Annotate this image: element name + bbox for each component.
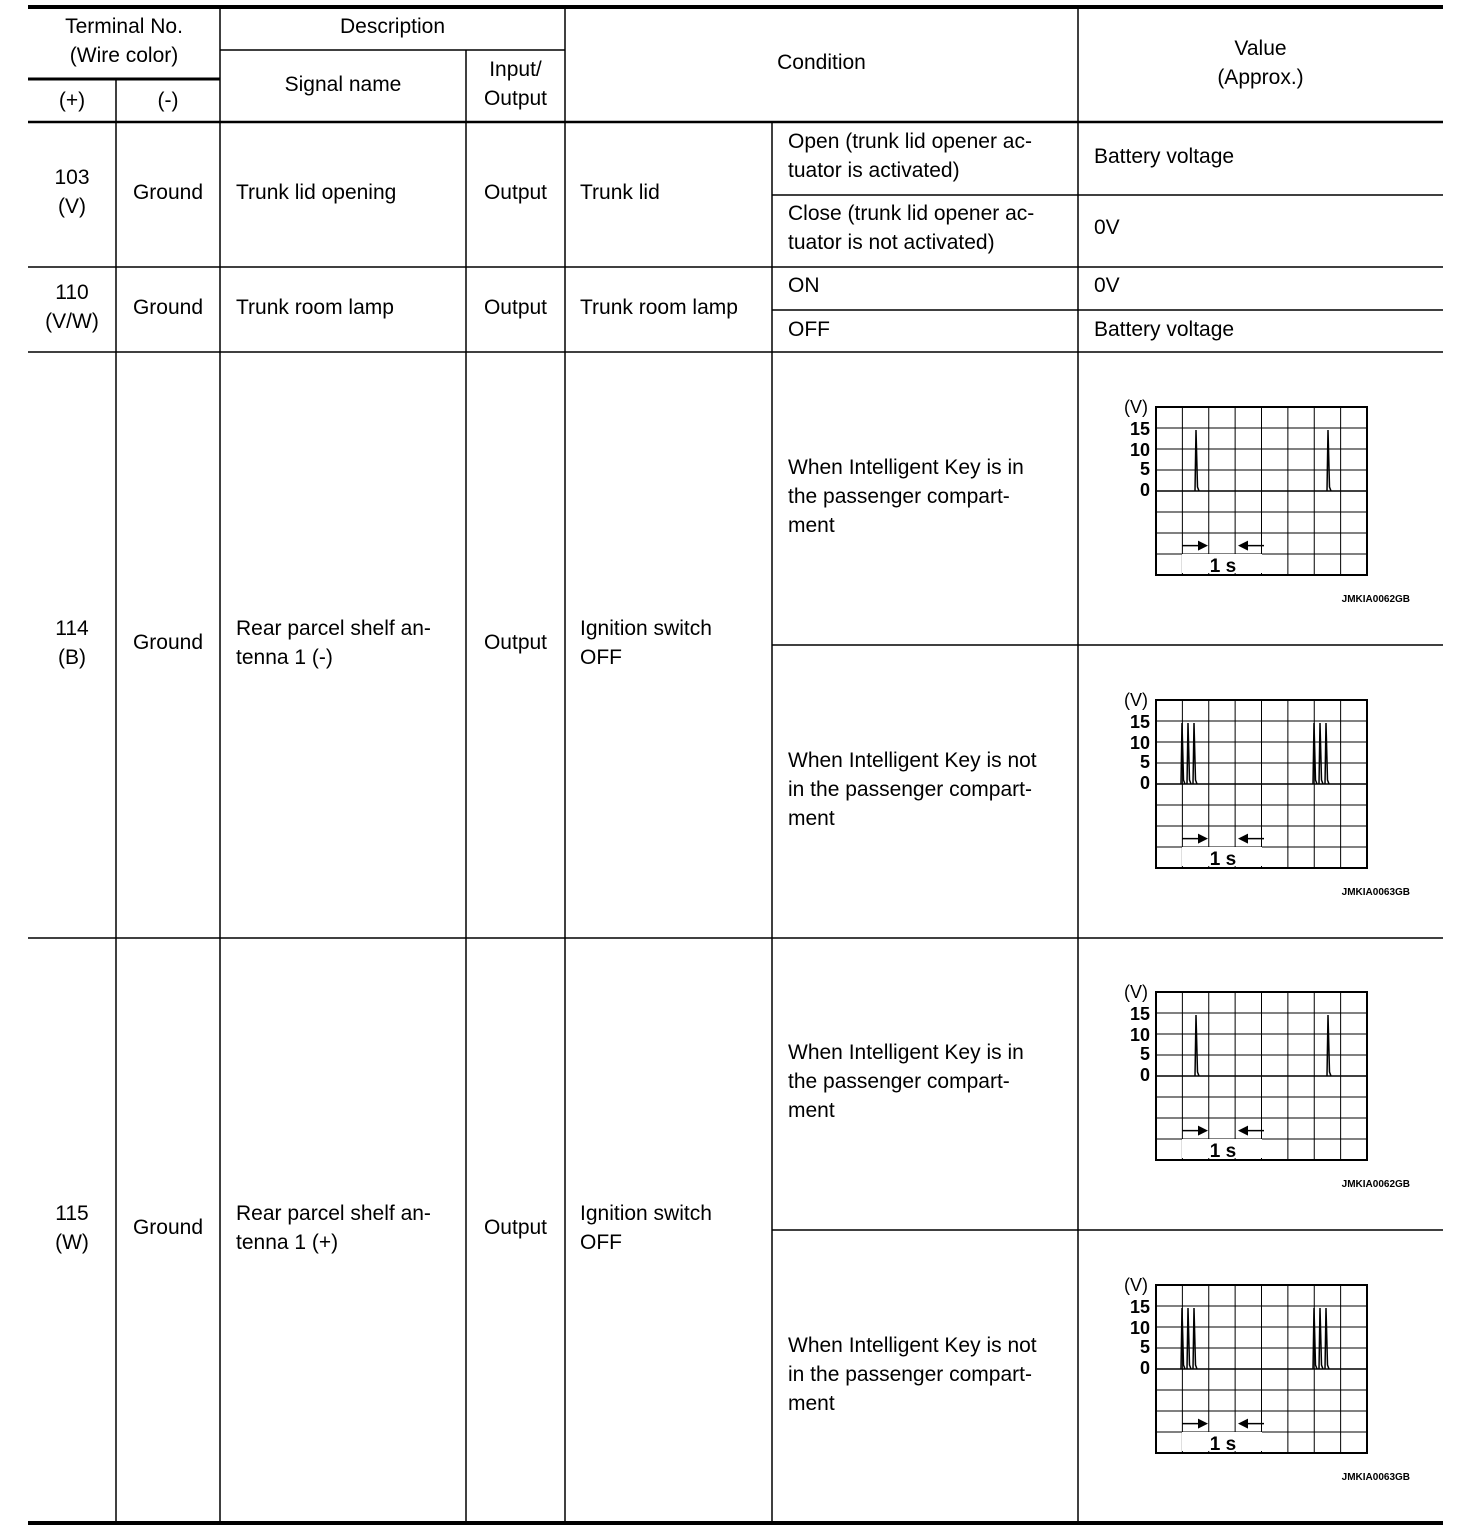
axis-tick-label: 5 [1139,1337,1150,1357]
header-minus: (-) [157,89,179,112]
waveform-pulse [1195,1015,1199,1076]
condition-line: ment [788,1099,835,1122]
time-arrow-head [1238,834,1248,844]
wire-color: (V) [58,195,86,218]
waveform-pulse [1193,723,1197,784]
waveform-pulse [1325,723,1329,784]
signal-name [236,614,431,672]
wire-color: (V/W) [45,310,99,333]
waveform-pulse [1319,723,1323,784]
condition-line: Open (trunk lid opener ac- [788,130,1032,153]
waveform-pulse [1187,723,1191,784]
header-io-line1: Input/ [489,58,542,81]
time-scale-label: 1 s [1209,1434,1237,1455]
condition-line: Ignition switch [580,1202,712,1225]
axis-tick-label: 10 [1129,440,1150,460]
axis-tick-label: 15 [1129,1297,1150,1317]
header-input-output [466,55,565,113]
waveform-pulse [1327,1015,1331,1076]
waveform-pulse [1193,1308,1197,1369]
time-arrow-head [1198,834,1208,844]
time-arrow-head [1198,541,1208,551]
time-arrow-head [1238,1419,1248,1429]
terminal-number: 103 [54,166,90,189]
waveform-figure [1100,685,1430,910]
wire-color: (W) [55,1231,89,1254]
axis-tick-label: 10 [1129,1025,1150,1045]
ground-cell: Ground [132,181,204,204]
condition-line: Ignition switch [580,617,712,640]
time-scale-label: 1 s [1209,1141,1237,1162]
figure-code: JMKIA0062GB [1341,594,1410,605]
axis-tick-label: 10 [1129,733,1150,753]
header-value-line1: Value [1234,37,1287,60]
axis-tick-label: 0 [1139,1358,1150,1378]
header-value-line2: (Approx.) [1217,66,1304,89]
condition-line: ment [788,514,835,537]
condition-main: Trunk room lamp [580,296,738,319]
axis-tick-label: 0 [1139,1065,1150,1085]
condition-main [580,1199,712,1257]
condition-main: Trunk lid [580,181,660,204]
waveform-pulse [1313,1308,1317,1369]
header-io-line2: Output [483,87,548,110]
terminal-cell-114 [28,614,116,672]
axis-unit-label: (V) [1124,982,1148,1002]
signal-line: Rear parcel shelf an- [236,1202,431,1225]
value-cell: 0V [1094,274,1120,297]
axis-tick-label: 0 [1139,480,1150,500]
waveform-pulse [1327,430,1331,491]
condition-line: tuator is not activated) [788,231,995,254]
terminal-cell-115 [28,1199,116,1257]
io-cell: Output [483,296,548,319]
signal-line: Rear parcel shelf an- [236,617,431,640]
signal-name [236,1199,431,1257]
signal-name: Trunk lid opening [236,181,397,204]
condition-line: in the passenger compart- [788,778,1032,801]
terminal-number: 110 [55,281,89,304]
header-value [1078,34,1443,92]
condition-line: ment [788,1392,835,1415]
signal-line: tenna 1 (-) [236,646,333,669]
axis-unit-label: (V) [1124,397,1148,417]
condition-sub: ON [788,274,820,297]
condition-line: When Intelligent Key is not [788,1334,1037,1357]
waveform-pulse [1187,1308,1191,1369]
figure-code: JMKIA0063GB [1341,1472,1410,1483]
waveform-pulse [1181,1308,1185,1369]
condition-sub [788,746,1037,833]
condition-sub [788,1331,1037,1418]
header-plus: (+) [58,89,86,112]
header-terminal-no-line1: Terminal No. [65,15,183,38]
terminal-number: 114 [55,617,89,640]
condition-line: ment [788,807,835,830]
condition-line: When Intelligent Key is in [788,1041,1024,1064]
condition-sub [788,1038,1024,1125]
header-signal-name: Signal name [284,73,402,96]
time-arrow-head [1238,1126,1248,1136]
time-scale-label: 1 s [1209,556,1237,577]
axis-unit-label: (V) [1124,1275,1148,1295]
axis-tick-label: 5 [1139,752,1150,772]
condition-line: in the passenger compart- [788,1363,1032,1386]
value-cell: 0V [1094,216,1120,239]
header-terminal-no [28,12,220,70]
time-arrow-head [1238,541,1248,551]
value-cell: Battery voltage [1094,145,1235,168]
wire-color: (B) [58,646,86,669]
waveform-pulse [1319,1308,1323,1369]
io-cell: Output [483,631,548,654]
axis-tick-label: 5 [1139,1044,1150,1064]
figure-code: JMKIA0062GB [1341,1179,1410,1190]
condition-sub [788,127,1032,185]
condition-line: When Intelligent Key is in [788,456,1024,479]
condition-line: OFF [580,1231,622,1254]
waveform-figure [1100,977,1430,1202]
header-condition: Condition [777,51,866,74]
io-cell: Output [483,181,548,204]
signal-line: tenna 1 (+) [236,1231,339,1254]
time-arrow-head [1198,1419,1208,1429]
condition-line: When Intelligent Key is not [788,749,1037,772]
waveform-figure [1100,1270,1430,1495]
axis-tick-label: 15 [1129,1004,1150,1024]
axis-tick-label: 5 [1139,459,1150,479]
figure-code: JMKIA0063GB [1341,887,1410,898]
axis-tick-label: 15 [1129,712,1150,732]
time-scale-label: 1 s [1209,849,1237,870]
condition-sub [788,199,1034,257]
condition-line: the passenger compart- [788,1070,1010,1093]
waveform-pulse [1181,723,1185,784]
condition-line: Close (trunk lid opener ac- [788,202,1035,225]
io-cell: Output [483,1216,548,1239]
waveform-pulse [1313,723,1317,784]
ground-cell: Ground [132,296,204,319]
axis-unit-label: (V) [1124,690,1148,710]
axis-tick-label: 0 [1139,773,1150,793]
condition-sub [788,453,1024,540]
signal-name: Trunk room lamp [236,296,394,319]
value-cell: Battery voltage [1094,318,1235,341]
condition-sub: OFF [788,318,830,341]
terminal-cell-110 [28,278,116,336]
terminal-cell-103 [28,163,116,221]
waveform-pulse [1195,430,1199,491]
condition-line: tuator is activated) [788,159,960,182]
axis-tick-label: 10 [1129,1318,1150,1338]
time-arrow-head [1198,1126,1208,1136]
waveform-figure [1100,392,1430,617]
header-description: Description [339,15,446,38]
ground-cell: Ground [132,1216,204,1239]
condition-main [580,614,712,672]
condition-line: the passenger compart- [788,485,1010,508]
condition-line: OFF [580,646,622,669]
axis-tick-label: 15 [1129,419,1150,439]
terminal-number: 115 [55,1202,89,1225]
ground-cell: Ground [132,631,204,654]
waveform-pulse [1325,1308,1329,1369]
header-terminal-no-line2: (Wire color) [69,44,179,67]
